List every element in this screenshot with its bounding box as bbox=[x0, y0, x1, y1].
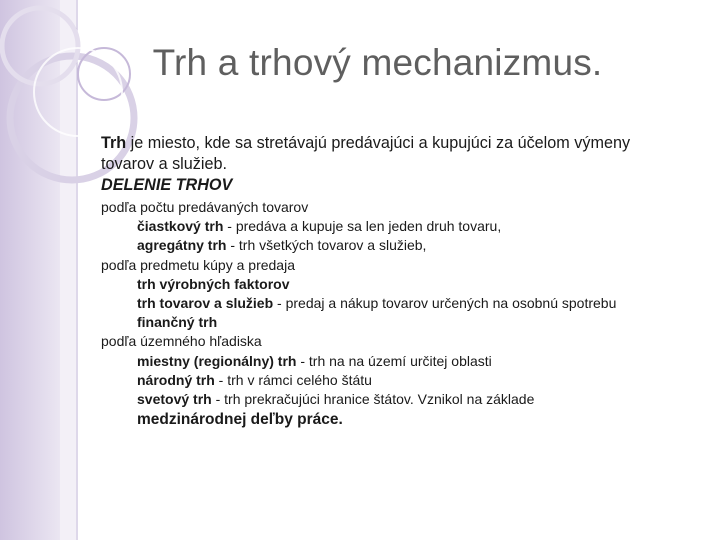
group-heading: podľa počtu predávaných tovarov bbox=[101, 199, 309, 215]
item-desc: - trh prekračujúci hranice štátov. Vznikol na základe bbox=[211, 391, 535, 408]
list-item bbox=[101, 371, 661, 390]
item-term: svetový trh bbox=[137, 391, 212, 408]
slide-title: Trh a trhový mechanizmus. bbox=[152, 42, 603, 83]
slide-content bbox=[101, 133, 661, 431]
list-item bbox=[101, 217, 661, 236]
list-item bbox=[101, 236, 661, 255]
list-item bbox=[101, 390, 661, 409]
item-desc: - predáva a kupuje sa len jeden druh tovaru, bbox=[223, 218, 502, 235]
item-desc: - trh v rámci celého štátu bbox=[214, 371, 372, 388]
list-item bbox=[101, 275, 661, 294]
list-item bbox=[101, 313, 661, 332]
item-desc: - predaj a nákup tovarov určených na osobnú spotrebu bbox=[273, 295, 617, 312]
item-desc: - trh na na území určitej oblasti bbox=[296, 352, 492, 369]
list-item bbox=[101, 352, 661, 371]
item-term: miestny (regionálny) trh bbox=[137, 352, 297, 369]
item-term: agregátny trh bbox=[137, 237, 227, 254]
list-item bbox=[101, 294, 661, 313]
item-term: trh tovarov a služieb bbox=[137, 295, 274, 312]
item-term: národný trh bbox=[137, 371, 215, 388]
item-term: finančný trh bbox=[137, 314, 218, 331]
intro-text: je miesto, kde sa stretávajú predávajúci a kupujúci za účelom výmeny tovarov a služieb. bbox=[101, 134, 631, 173]
closing-line: medzinárodnej deľby práce. bbox=[137, 411, 343, 429]
division-heading: DELENIE TRHOV bbox=[101, 176, 233, 194]
group-heading: podľa územného hľadiska bbox=[101, 333, 262, 350]
item-desc: - trh všetkých tovarov a služieb, bbox=[226, 237, 427, 254]
item-term: čiastkový trh bbox=[137, 218, 224, 235]
intro-paragraph bbox=[101, 133, 661, 175]
intro-term: Trh bbox=[101, 134, 127, 152]
item-term: trh výrobných faktorov bbox=[137, 275, 290, 292]
group-heading: podľa predmetu kúpy a predaja bbox=[101, 256, 295, 273]
